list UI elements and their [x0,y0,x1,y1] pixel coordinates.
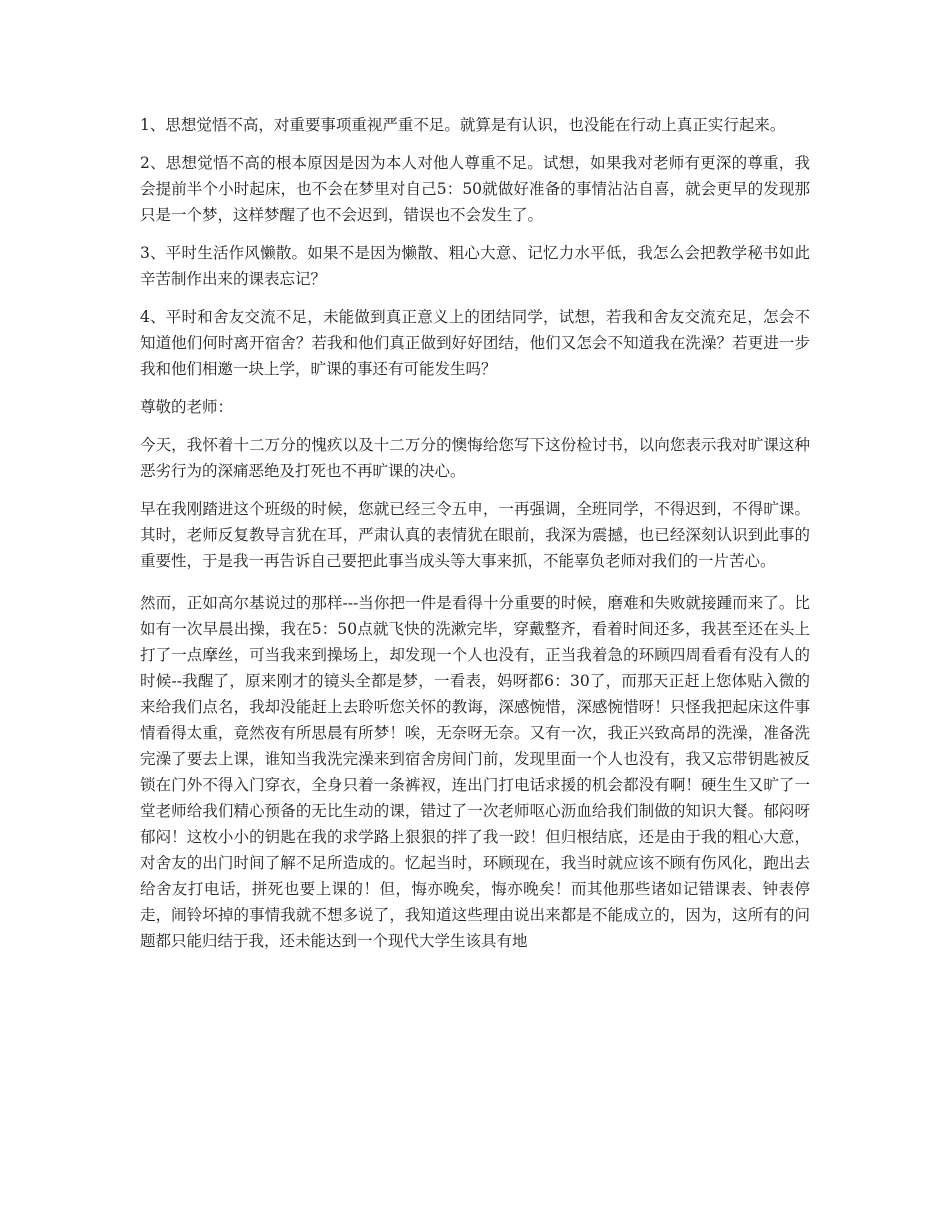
paragraph-point-2: 2、思想觉悟不高的根本原因是因为本人对他人尊重不足。试想，如果我对老师有更深的尊重，我会提前半个小时起床，也不会在梦里对自己5：50就做好准备的事情沾沾自喜，就会更早的发现那只是一个梦，这样梦醒了也不会迟到，错误也不会发生了。 [140,154,810,224]
paragraph-point-3: 3、平时生活作风懒散。如果不是因为懒散、粗心大意、记忆力水平低，我怎么会把教学秘书如此辛苦制作出来的课表忘记？ [140,244,810,288]
document-page [140,112,810,966]
salutation: 尊敬的老师： [140,398,234,416]
paragraph-point-4: 4、平时和舍友交流不足，未能做到真正意义上的团结同学，试想，若我和舍友交流充足，怎会不知道他们何时离开宿舍？若我和他们真正做到好好团结，他们又怎会不知道我在洗澡？若更进一步我和他们相邀一块上学，旷课的事还有可能发生吗？ [140,308,810,378]
paragraph-background: 早在我刚踏进这个班级的时候，您就已经三令五申，一再强调，全班同学，不得迟到，不得旷课。其时，老师反复教导言犹在耳，严肃认真的表情犹在眼前，我深为震撼，也已经深刻认识到此事的重要性，于是我一再告诉自己要把此事当成头等大事来抓，不能辜负老师对我们的一片苦心。 [140,500,810,570]
paragraph-intro: 今天，我怀着十二万分的愧疚以及十二万分的懊悔给您写下这份检讨书，以向您表示我对旷课这种恶劣行为的深痛恶绝及打死也不再旷课的决心。 [140,436,810,480]
paragraph-point-1: 1、思想觉悟不高，对重要事项重视严重不足。就算是有认识，也没能在行动上真正实行起来。 [140,116,786,134]
paragraph-incidents: 然而，正如高尔基说过的那样---当你把一件是看得十分重要的时候，磨难和失败就接踵而来了。比如有一次早晨出操，我在5：50点就飞快的洗漱完毕，穿戴整齐，看着时间还多，我甚至还在头上打了一点摩丝，可当我来到操场上，却发现一个人也没有，正当我着急的环顾四周看看有没有人的时候--我醒了，原来刚才的镜头全都是梦，一看表，妈呀都6：30了，而那天正赶上您体贴入微的来给我们点名，我却没能赶上去聆听您关怀的教诲，深感惋惜，深感惋惜呀！只怪我把起床这件事情看得太重，竟然夜有所思晨有所梦！唉，无奈呀无奈。又有一次，我正兴致高昂的洗澡，准备洗完澡了要去上课，谁知当我洗完澡来到宿舍房间门前，发现里面一个人也没有，我又忘带钥匙被反锁在门外不得入门穿衣，全身只着一条裤衩，连出门打电话求援的机会都没有啊！硬生生又旷了一堂老师给我们精心预备的无比生动的课，错过了一次老师呕心沥血给我们制做的知识大餐。郁闷呀郁闷！这枚小小的钥匙在我的求学路上狠狠的拌了我一跤！但归根结底，还是由于我的粗心大意，对舍友的出门时间了解不足所造成的。忆起当时，环顾现在，我当时就应该不顾有伤风化，跑出去给舍友打电话，拼死也要上课的！但，悔亦晚矣，悔亦晚矣！而其他那些诸如记错课表、钟表停走，闹铃坏掉的事情我就不想多说了，我知道这些理由说出来都是不能成立的，因为，这所有的问题都只能归结于我，还未能达到一个现代大学生该具有地 [140,594,810,950]
